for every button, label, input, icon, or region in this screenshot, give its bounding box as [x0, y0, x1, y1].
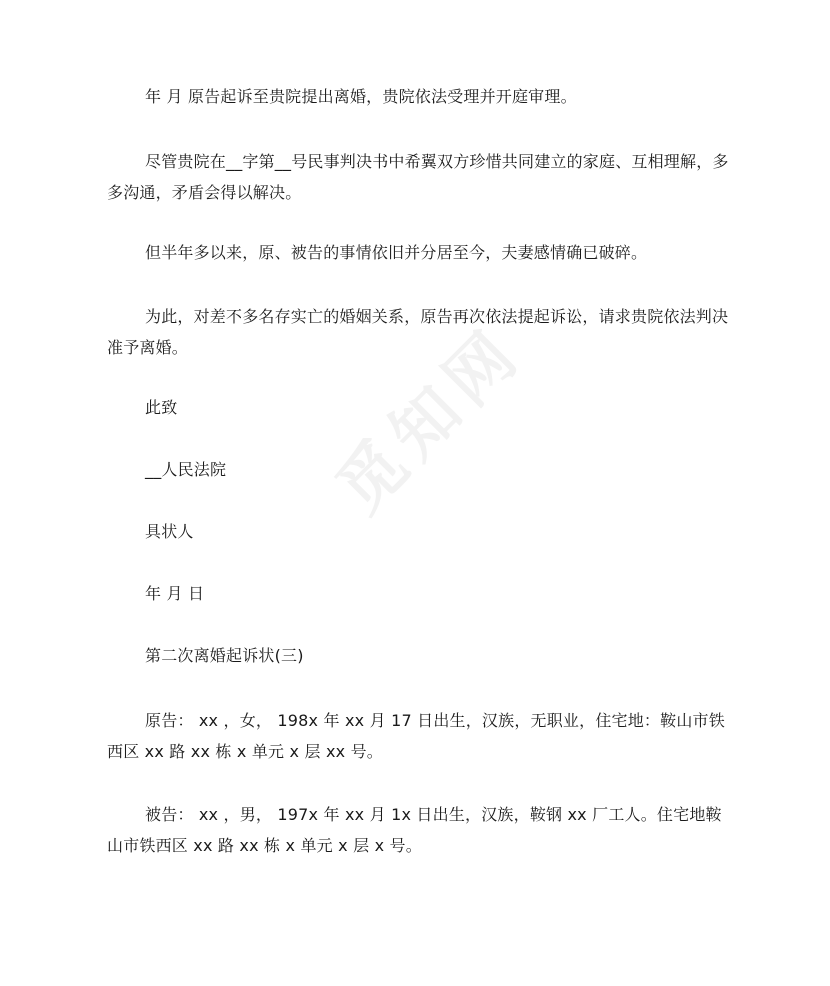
paragraph-plaintiff-signature: 具状人 [145, 522, 194, 541]
section-title: 第二次离婚起诉状(三) [145, 646, 304, 665]
paragraph-court-accepted: 年 月 原告起诉至贵院提出离婚，贵院依法受理并开庭审理。 [145, 87, 577, 106]
paragraph-date: 年 月 日 [145, 584, 205, 603]
paragraph-previous-judgment: 尽管贵院在__字第__号民事判决书中希翼双方珍惜共同建立的家庭、互相理解，多多沟通，矛盾会得以解决。 [107, 152, 729, 202]
paragraph-salutation: 此致 [145, 398, 178, 417]
paragraph-court-name: __人民法院 [145, 460, 227, 479]
paragraph-defendant-info: 被告： xx ，男， 197x 年 xx 月 1x 日出生，汉族，鞍钢 xx 厂工人。住宅地鞍山市铁西区 xx 路 xx 栋 x 单元 x 层 x 号。 [107, 805, 722, 855]
paragraph-request-divorce: 为此，对差不多名存实亡的婚姻关系，原告再次依法提起诉讼，请求贵院依法判决准予离婚。 [107, 307, 729, 357]
paragraph-plaintiff-info: 原告： xx ，女， 198x 年 xx 月 17 日出生，汉族，无职业，住宅地：鞍山市铁西区 xx 路 xx 栋 x 单元 x 层 xx 号。 [107, 711, 725, 761]
paragraph-separation: 但半年多以来，原、被告的事情依旧并分居至今，夫妻感情确已破碎。 [145, 243, 648, 262]
watermark: 觅知网 [321, 311, 538, 528]
